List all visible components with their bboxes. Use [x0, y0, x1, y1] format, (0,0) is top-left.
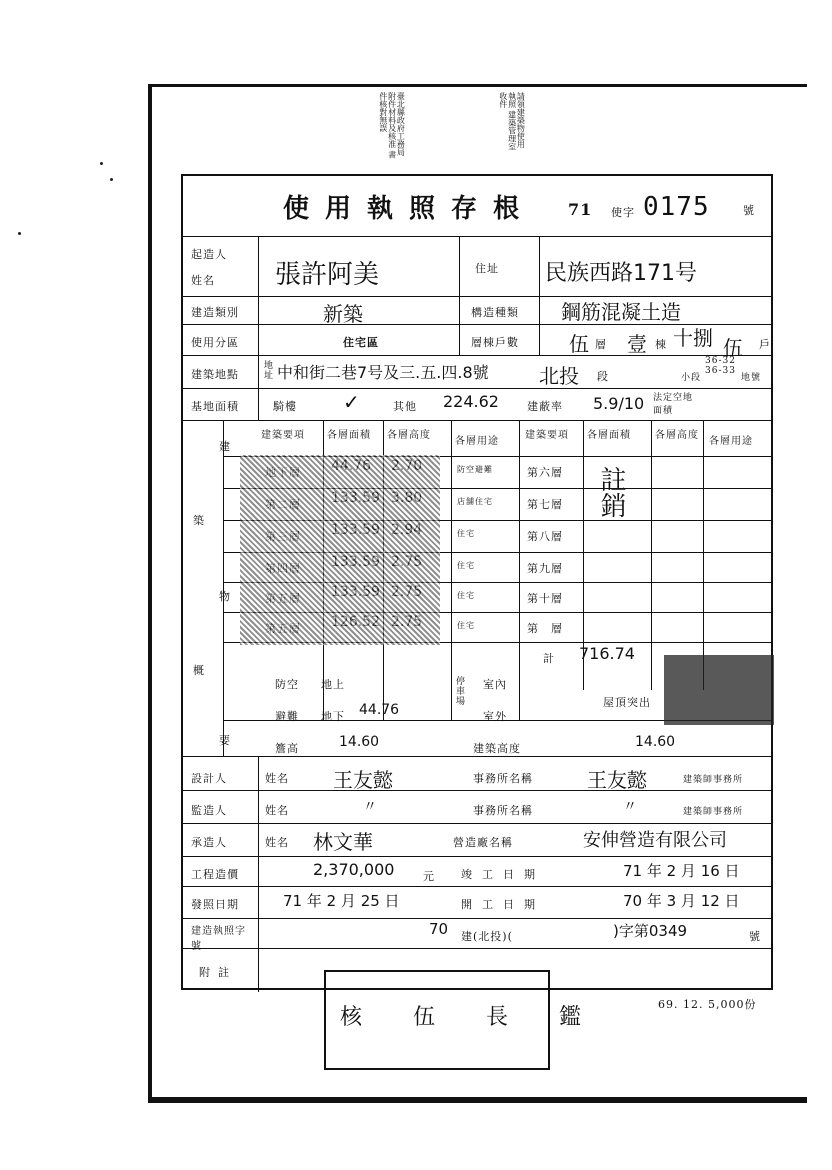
- contractor-name: 林文華: [313, 830, 373, 854]
- site-label: 建築地點: [191, 368, 239, 381]
- structure-value: 鋼筋混凝土造: [561, 300, 681, 324]
- side-label-3: 物: [219, 590, 231, 603]
- scan-noise: [18, 232, 21, 235]
- site-addr-label: 地址: [262, 360, 272, 380]
- designer-name-label: 姓名: [265, 772, 289, 785]
- under-label: 地下: [321, 710, 345, 723]
- approval-stamp-left: 臺北縣政府工務局 附件材料及核准 書件核對無誤: [378, 92, 406, 159]
- edge-tape-mark: [664, 655, 774, 725]
- owner-name-label: 姓名: [191, 274, 215, 287]
- serial-year: 71: [568, 200, 593, 219]
- site-section-unit: 段: [597, 370, 609, 383]
- col-header-area-2: 各層面積: [587, 430, 631, 441]
- openspace-label: 法定空地面積: [653, 393, 694, 416]
- row-use: 住宅: [457, 591, 475, 600]
- row-item-right: 第八層: [527, 530, 563, 543]
- site-subsection: 小段: [681, 373, 702, 383]
- cost-label: 工程造價: [191, 868, 239, 881]
- permit-number: )字第0349: [613, 922, 688, 940]
- bldg-height-value: 14.60: [635, 734, 676, 750]
- row-use: 防空避難: [457, 465, 493, 474]
- eave-label: 簷高: [275, 742, 299, 755]
- ground-label: 地上: [321, 678, 345, 691]
- zone-value: 住宅區: [343, 336, 379, 349]
- seal-text: 核 伍 長 鑑: [340, 1005, 603, 1030]
- col-header-height-2: 各層高度: [655, 430, 699, 441]
- row-item-right: 第七層: [527, 498, 563, 511]
- total-area: 716.74: [579, 644, 635, 663]
- cancelled-stamp: 註銷: [596, 466, 626, 518]
- structure-label: 構造種類: [471, 306, 519, 319]
- site-lots-unit: 地號: [741, 373, 762, 383]
- floors-unit1: 層: [595, 338, 607, 351]
- owner-address-label: 住址: [475, 262, 499, 275]
- parking-label: 停車場: [454, 676, 464, 706]
- bottom-seal: [324, 970, 603, 1070]
- redaction-smudge: [240, 455, 440, 645]
- col-header-height: 各層高度: [387, 430, 431, 441]
- start-date: 70 年 3 月 12 日: [623, 892, 740, 910]
- col-header-use: 各層用途: [455, 436, 499, 447]
- start-label: 開工日期: [461, 898, 545, 911]
- arcade-value: ✓: [343, 390, 360, 414]
- contractor-firm-label: 營造廠名稱: [453, 836, 513, 849]
- row-item-right: 第 層: [527, 622, 563, 635]
- designer-office-label: 事務所名稱: [473, 772, 533, 785]
- col-header-use-2: 各層用途: [709, 436, 753, 447]
- zone-label: 使用分區: [191, 336, 239, 349]
- row-item-right: 計: [543, 652, 555, 665]
- owner-address: 民族西路171号: [545, 261, 697, 286]
- indoor-label: 室內: [483, 678, 507, 691]
- form-title: 使用執照存根: [283, 194, 536, 224]
- category-value: 新築: [323, 302, 363, 326]
- other-area: 224.62: [443, 392, 499, 411]
- supervisor-office: 〃: [623, 799, 637, 815]
- site-section: 北投: [539, 364, 579, 388]
- shelter-label: 防空: [275, 678, 299, 691]
- evac-label: 避難: [275, 710, 299, 723]
- scan-noise: [110, 178, 113, 181]
- floors-unit3: 戶: [759, 338, 771, 351]
- row-item-right: 第九層: [527, 562, 563, 575]
- row-item-right: 第六層: [527, 466, 563, 479]
- permit-mid: 建(北投)(: [461, 930, 513, 943]
- row-use: 住宅: [457, 561, 475, 570]
- shelter-under: 44.76: [359, 702, 400, 718]
- col-header-area: 各層面積: [327, 430, 371, 441]
- site-lots: 36-32 36-33: [705, 356, 736, 376]
- bldg-height-label: 建築高度: [473, 742, 521, 755]
- issue-label: 發照日期: [191, 898, 239, 911]
- designer-office: 王友懿: [587, 768, 647, 792]
- contractor-firm: 安伸營造有限公司: [583, 830, 727, 851]
- arcade-label: 騎樓: [273, 400, 297, 413]
- note-label: 附註: [199, 966, 237, 979]
- supervisor-name: 〃: [363, 799, 377, 815]
- base-area-label: 基地面積: [191, 400, 239, 413]
- supervisor-office-label: 事務所名稱: [473, 804, 533, 817]
- contractor-name-label: 姓名: [265, 836, 289, 849]
- issue-date: 71 年 2 月 25 日: [283, 892, 400, 910]
- outdoor-label: 室外: [483, 710, 507, 723]
- eave-value: 14.60: [339, 734, 380, 750]
- side-label-4: 概: [193, 664, 205, 677]
- permit-year: 70: [429, 920, 449, 938]
- complete-date: 71 年 2 月 16 日: [623, 862, 740, 880]
- serial-number: 0175: [643, 192, 710, 222]
- row-item-right: 第十層: [527, 592, 563, 605]
- floors-1: 伍: [569, 332, 589, 356]
- side-label-5: 要: [219, 734, 231, 747]
- owner-name: 張許阿美: [275, 260, 380, 290]
- supervisor-name-label: 姓名: [265, 804, 289, 817]
- serial-suffix: 號: [743, 204, 755, 217]
- row-use: 住宅: [457, 529, 475, 538]
- designer-label: 設計人: [191, 772, 227, 785]
- owner-role-label: 起造人: [191, 248, 227, 261]
- designer-name: 王友懿: [333, 768, 393, 792]
- floors-4: 伍: [723, 336, 743, 360]
- cost-unit: 元: [423, 870, 435, 883]
- supervisor-office-suffix: 建築師事務所: [683, 807, 744, 817]
- print-info: 69. 12. 5,000份: [658, 998, 757, 1011]
- floors-2: 壹: [627, 332, 647, 356]
- col-header-item: 建築要項: [261, 430, 305, 441]
- category-label: 建造類別: [191, 306, 239, 319]
- col-header-item-2: 建築要項: [525, 430, 569, 441]
- floors-label: 層棟戶數: [471, 336, 519, 349]
- ratio-value: 5.9/10: [593, 394, 645, 413]
- designer-office-suffix: 建築師事務所: [683, 775, 744, 785]
- receipt-stamp-right: 請領建築物使用執照 建築管理室 收件: [498, 92, 526, 151]
- other-label: 其他: [393, 400, 417, 413]
- ratio-label: 建蔽率: [527, 400, 563, 413]
- scan-noise: [100, 162, 103, 165]
- side-label-1: 建: [219, 440, 231, 453]
- permit-suffix: 號: [749, 930, 761, 943]
- permit-label: 建造執照字號: [191, 926, 246, 952]
- row-use: 住宅: [457, 621, 475, 630]
- row-use: 店舖住宅: [457, 497, 493, 506]
- floors-unit2: 棟: [655, 338, 667, 351]
- roof-label: 屋頂突出: [603, 696, 651, 709]
- complete-label: 竣工日期: [461, 868, 545, 881]
- contractor-label: 承造人: [191, 836, 227, 849]
- cost-value: 2,370,000: [313, 860, 395, 879]
- floors-3: 十捌: [673, 326, 713, 350]
- site-address: 中和街二巷7号及三.五.四.8號: [277, 363, 489, 382]
- serial-prefix: 使字: [611, 206, 635, 219]
- side-label-2: 築: [193, 514, 205, 527]
- supervisor-label: 監造人: [191, 804, 227, 817]
